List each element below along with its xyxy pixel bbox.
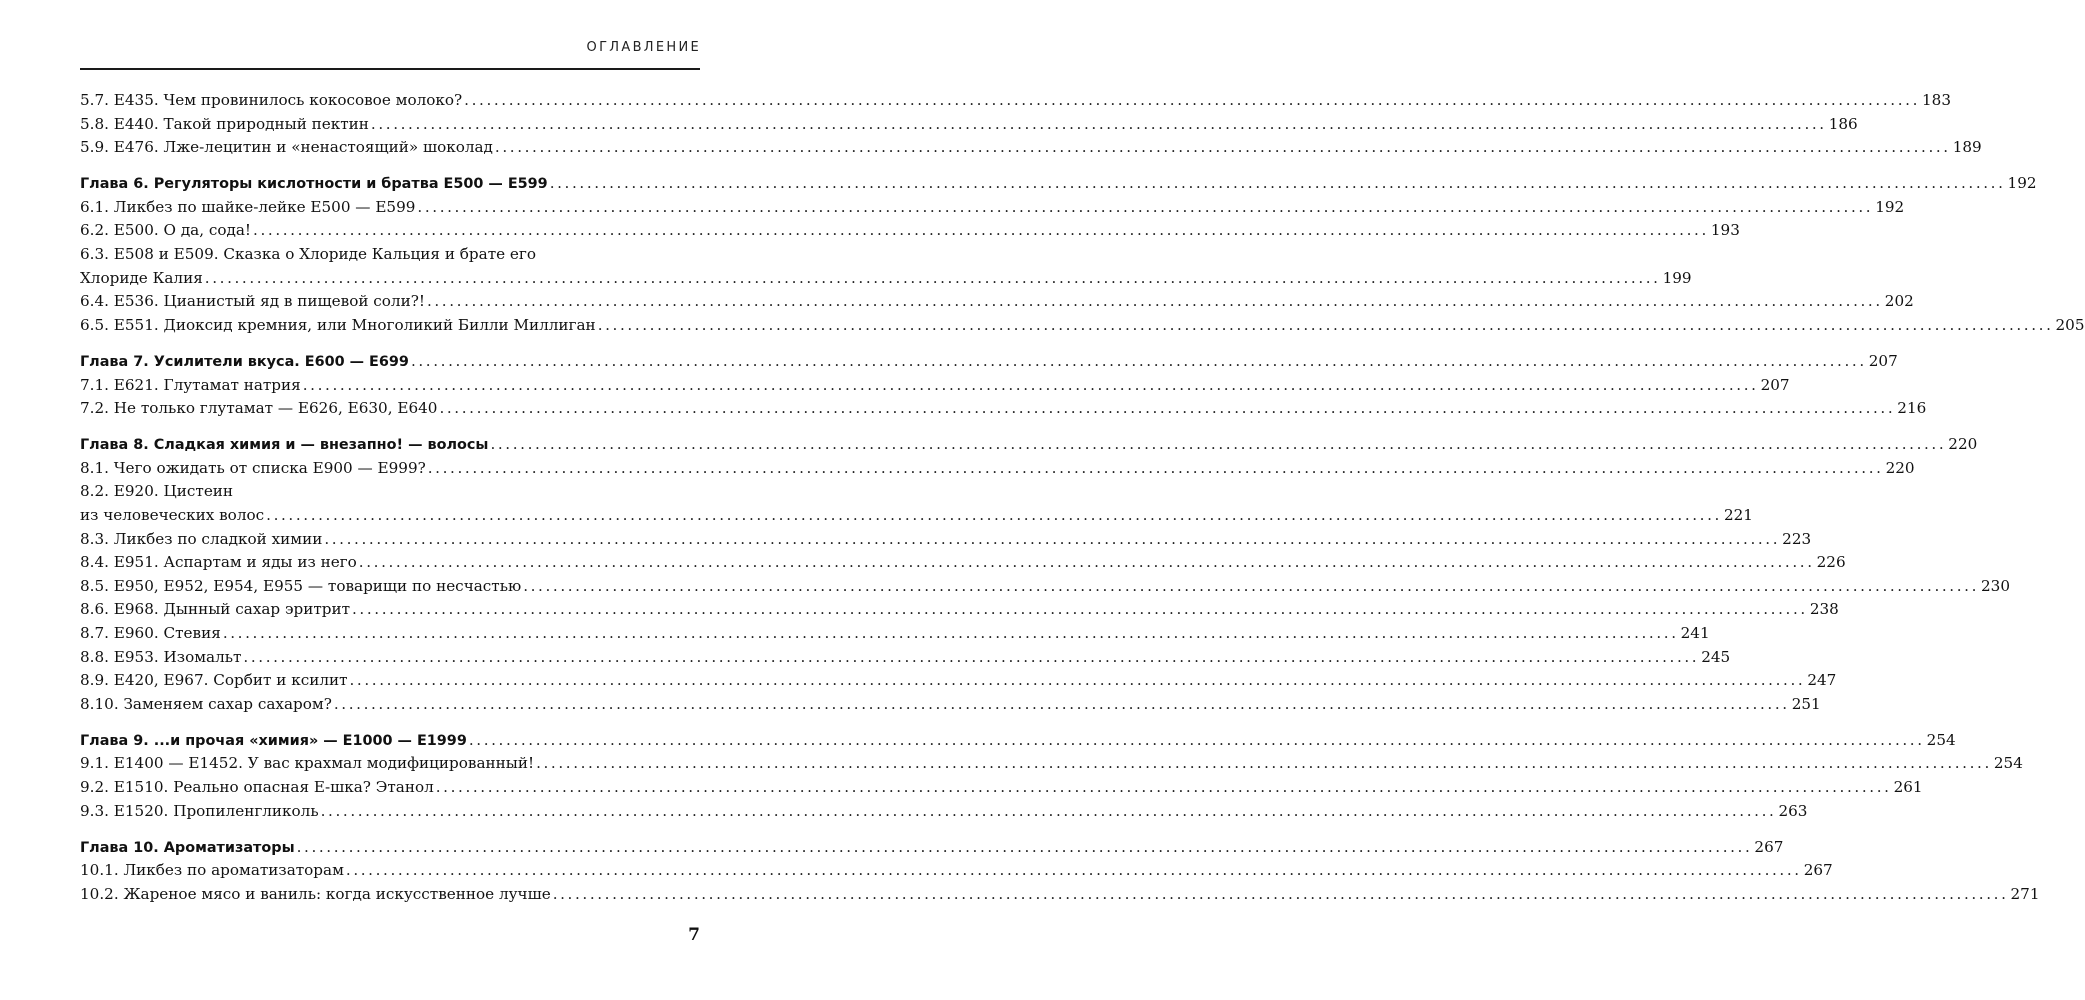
dot-leader (409, 350, 1869, 374)
toc-entry (80, 504, 1753, 528)
toc-entry-title: 7.1. E621. Глутамат натрия (80, 375, 301, 394)
dot-leader (551, 883, 2011, 907)
toc-entry (80, 669, 1837, 693)
toc-entry (80, 243, 700, 267)
dot-leader (319, 800, 1779, 824)
toc-entry-title: Глава 8. Сладкая химия и — внезапно! — волосы (80, 437, 489, 454)
toc-entry (80, 752, 2023, 776)
toc-entry (80, 457, 1915, 481)
dot-leader (415, 196, 1875, 220)
toc-entry-title: 5.8. E440. Такой природный пектин (80, 114, 369, 133)
toc-entry-title: 8.2. E920. Цистеин (80, 482, 234, 501)
toc-page-number: 193 (1710, 221, 1740, 240)
toc-entry-title: Хлориде Калия (80, 268, 203, 287)
toc-entry-title: 8.6. E968. Дынный сахар эритрит (80, 600, 350, 619)
toc-entry-title: 9.1. E1400 — E1452. У вас крахмал модифицированный! (80, 754, 535, 773)
toc-entry (80, 89, 1951, 113)
toc-entry (80, 374, 1790, 398)
toc-entry-title: 5.9. E476. Лже-лецитин и «ненастоящий» шоколад (80, 138, 493, 157)
toc-entry (80, 859, 1833, 883)
dot-leader (425, 290, 1885, 314)
toc-page-number: 207 (1868, 351, 1898, 370)
dot-leader (322, 528, 1782, 552)
toc-entry-title: из человеческих волос (80, 506, 265, 524)
toc-page-number: 192 (2007, 174, 2037, 193)
toc-page-number: 205 (2055, 315, 2085, 334)
dot-leader (241, 646, 1701, 670)
toc-page-number: 207 (1760, 375, 1790, 394)
toc-chapter (80, 836, 1784, 860)
toc-entry (80, 883, 2040, 907)
dot-leader (348, 669, 1808, 693)
dot-leader (548, 172, 2008, 196)
dot-leader (426, 457, 1886, 481)
dot-leader (251, 219, 1711, 243)
dot-leader (301, 374, 1761, 398)
toc-entry (80, 314, 2085, 338)
toc-page-number: 238 (1809, 600, 1839, 619)
toc-entry (80, 196, 1905, 220)
toc-entry-title: 6.4. E536. Цианистый яд в пищевой соли?! (80, 292, 425, 311)
toc-entry-title: 6.5. E551. Диоксид кремния, или Многоликий Билли Миллиган (80, 315, 596, 334)
toc-page-number: 202 (1884, 292, 1914, 311)
dot-leader (521, 575, 1981, 599)
toc-page-number: 223 (1782, 529, 1812, 548)
table-of-contents (80, 89, 2085, 907)
dot-leader (295, 836, 1755, 860)
dot-leader (369, 113, 1829, 137)
toc-chapter (80, 350, 1898, 374)
toc-entry (80, 290, 1914, 314)
dot-leader (437, 397, 1897, 421)
toc-entry-title: Глава 9. ...и прочая «химия» — E1000 — E1999 (80, 732, 467, 749)
dot-leader (221, 622, 1681, 646)
toc-entry (80, 575, 2011, 599)
toc-entry-title: 8.10. Заменяем сахар сахаром? (80, 694, 332, 713)
toc-page-number: 254 (1926, 730, 1956, 749)
toc-entry-title: Глава 6. Регуляторы кислотности и братва E500 — E599 (80, 176, 548, 193)
toc-entry-title: 8.3. Ликбез по сладкой химии (80, 529, 323, 548)
toc-entry-title: 10.2. Жареное мясо и ваниль: когда искусственное лучше (80, 884, 551, 903)
dot-leader (534, 752, 1994, 776)
toc-entry-title: 6.2. E500. О да, сода! (80, 221, 252, 240)
section-gap (80, 716, 700, 729)
toc-page-number: 267 (1803, 861, 1833, 880)
toc-page-number: 183 (1922, 91, 1951, 109)
toc-entry (80, 113, 1858, 137)
section-gap (80, 160, 700, 173)
toc-page-number: 247 (1807, 671, 1837, 690)
toc-page-number: 186 (1828, 114, 1858, 133)
toc-entry-title: 8.4. E951. Аспартам и яды из него (80, 553, 357, 572)
dot-leader (462, 89, 1922, 113)
toc-entry-title: 8.5. E950, E952, E954, E955 — товарищи по несчастью (80, 576, 522, 595)
dot-leader (467, 729, 1927, 753)
toc-entry (80, 598, 1839, 622)
toc-page-number: 241 (1680, 623, 1710, 642)
header-rule (80, 68, 700, 70)
section-gap (80, 421, 700, 434)
toc-entry-title: 8.9. E420, E967. Сорбит и ксилит (80, 671, 348, 690)
section-gap (80, 823, 700, 836)
toc-entry-title: Глава 7. Усилители вкуса. E600 — E699 (80, 353, 409, 370)
toc-page-number: 271 (2010, 884, 2040, 903)
toc-entry-title: 10.1. Ликбез по ароматизаторам (80, 861, 344, 880)
toc-entry (80, 776, 1923, 800)
toc-page-number: 267 (1754, 837, 1784, 856)
toc-entry-title: 7.2. Не только глутамат — E626, E630, E640 (80, 399, 438, 418)
toc-entry-title: 8.1. Чего ожидать от списка E900 — E999? (80, 458, 426, 477)
toc-entry (80, 800, 1808, 824)
dot-leader (596, 314, 2056, 338)
toc-page-number: 230 (1981, 576, 2011, 595)
dot-leader (488, 433, 1948, 457)
toc-page-number: 226 (1816, 553, 1846, 572)
toc-entry (80, 397, 1927, 421)
toc-page-number: 245 (1701, 647, 1731, 666)
toc-entry (80, 693, 1821, 717)
toc-entry-title: 9.3. E1520. Пропиленгликоль (80, 801, 319, 820)
toc-page-number: 221 (1723, 506, 1753, 524)
dot-leader (350, 598, 1810, 622)
toc-entry-title: 5.7. E435. Чем провинилось кокосовое молоко? (80, 91, 463, 109)
dot-leader (203, 267, 1663, 291)
section-gap (80, 337, 700, 350)
toc-entry-title: 6.1. Ликбез по шайке-лейке E500 — E599 (80, 197, 416, 216)
page-number: 7 (688, 925, 700, 945)
toc-page-number: 254 (1993, 754, 2023, 773)
toc-entry (80, 267, 1692, 291)
dot-leader (357, 551, 1817, 575)
dot-leader (344, 859, 1804, 883)
toc-entry (80, 219, 1740, 243)
toc-entry-title: Глава 10. Ароматизаторы (80, 839, 295, 856)
toc-entry (80, 528, 1812, 552)
toc-entry (80, 622, 1710, 646)
toc-entry-title: 8.7. E960. Стевия (80, 623, 221, 642)
toc-entry-title: 6.3. E508 и E509. Сказка о Хлориде Кальция и брате его (80, 245, 537, 264)
toc-page-number: 220 (1885, 458, 1915, 477)
dot-leader (264, 504, 1724, 528)
toc-entry (80, 136, 1982, 160)
toc-entry-title: 8.8. E953. Изомальт (80, 647, 242, 666)
toc-entry-title: 9.2. E1510. Реально опасная Е-шка? Этанол (80, 778, 434, 797)
toc-page-number: 199 (1662, 268, 1692, 287)
toc-page-number: 251 (1791, 694, 1821, 713)
toc-page-number: 189 (1952, 138, 1982, 157)
toc-entry (80, 551, 1846, 575)
toc-chapter (80, 433, 1978, 457)
toc-page-number: 263 (1778, 801, 1808, 820)
toc-page-number: 192 (1875, 197, 1905, 216)
running-header-title: ОГЛАВЛЕНИЕ (586, 40, 701, 55)
toc-page-number: 216 (1897, 399, 1927, 418)
toc-page-number: 261 (1893, 778, 1923, 797)
dot-leader (332, 693, 1792, 717)
dot-leader (434, 776, 1894, 800)
toc-chapter (80, 729, 1956, 753)
toc-entry (80, 480, 700, 504)
toc-entry (80, 646, 1731, 670)
toc-chapter (80, 172, 2037, 196)
toc-page-number: 220 (1948, 435, 1978, 454)
dot-leader (493, 136, 1953, 160)
